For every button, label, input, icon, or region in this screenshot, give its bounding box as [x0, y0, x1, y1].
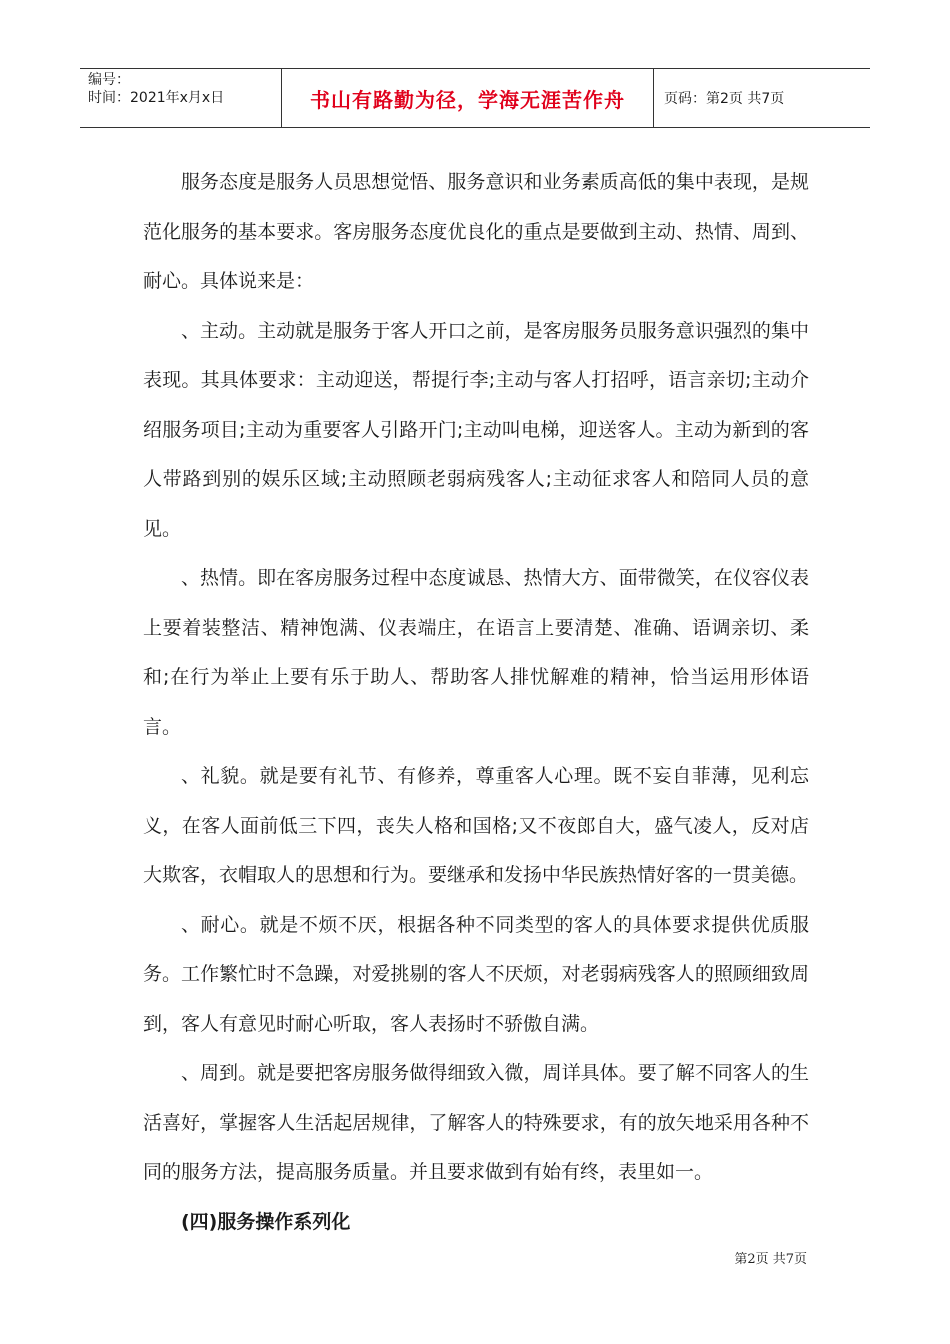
paragraph-enthusiasm: 、热情。即在客房服务过程中态度诚恳、热情大方、面带微笑，在仪容仪表上要着装整洁、精神饱满、仪表端庄，在语言上要清楚、准确、语调亲切、柔和;在行为举止上要有乐于助人、帮助客人排忧解难的精神，恰当运用形体语言。	[143, 567, 809, 738]
header-page-info: 页码：第2页 共7页	[664, 91, 785, 107]
header-motto-cell	[282, 69, 654, 127]
paragraph-courtesy: 、礼貌。就是要有礼节、有修养，尊重客人心理。既不妄自菲薄，见利忘义，在客人面前低三下四，丧失人格和国格;又不夜郎自大，盛气凌人，反对店大欺客，衣帽取人的思想和行为。要继承和发扬中华民族热情好客的一贯美德。	[143, 765, 809, 886]
header-page-cell	[654, 69, 870, 127]
page-footer: 第2页 共7页	[734, 1252, 807, 1267]
document-number-label: 编号：	[88, 72, 130, 88]
paragraph-thoroughness: 、周到。就是要把客房服务做得细致入微，周详具体。要了解不同客人的生活喜好，掌握客人生活起居规律，了解客人的特殊要求，有的放矢地采用各种不同的服务方法，提高服务质量。并且要求做到有始有终，表里如一。	[143, 1062, 809, 1183]
paragraph-proactive: 、主动。主动就是服务于客人开口之前，是客房服务员服务意识强烈的集中表现。其具体要求：主动迎送，帮提行李;主动与客人打招呼，语言亲切;主动介绍服务项目;主动为重要客人引路开门;主动叫电梯，迎送客人。主动为新到的客人带路到别的娱乐区域;主动照顾老弱病残客人;主动征求客人和陪同人员的意见。	[143, 319, 809, 540]
section-heading: (四)服务操作系列化	[181, 1210, 351, 1233]
header-motto: 书山有路勤为径，学海无涯苦作舟	[310, 87, 625, 112]
document-body	[143, 158, 809, 1247]
paragraph-patience: 、耐心。就是不烦不厌，根据各种不同类型的客人的具体要求提供优质服务。工作繁忙时不急躁，对爱挑剔的客人不厌烦，对老弱病残客人的照顾细致周到，客人有意见时耐心听取，客人表扬时不骄傲自满。	[143, 913, 809, 1035]
header-meta	[80, 69, 282, 127]
page-header	[80, 68, 870, 128]
intro-paragraph: 服务态度是服务人员思想觉悟、服务意识和业务素质高低的集中表现，是规范化服务的基本要求。客房服务态度优良化的重点是要做到主动、热情、周到、耐心。具体说来是：	[143, 171, 809, 292]
document-date: 时间：2021年x月x日	[88, 90, 225, 106]
